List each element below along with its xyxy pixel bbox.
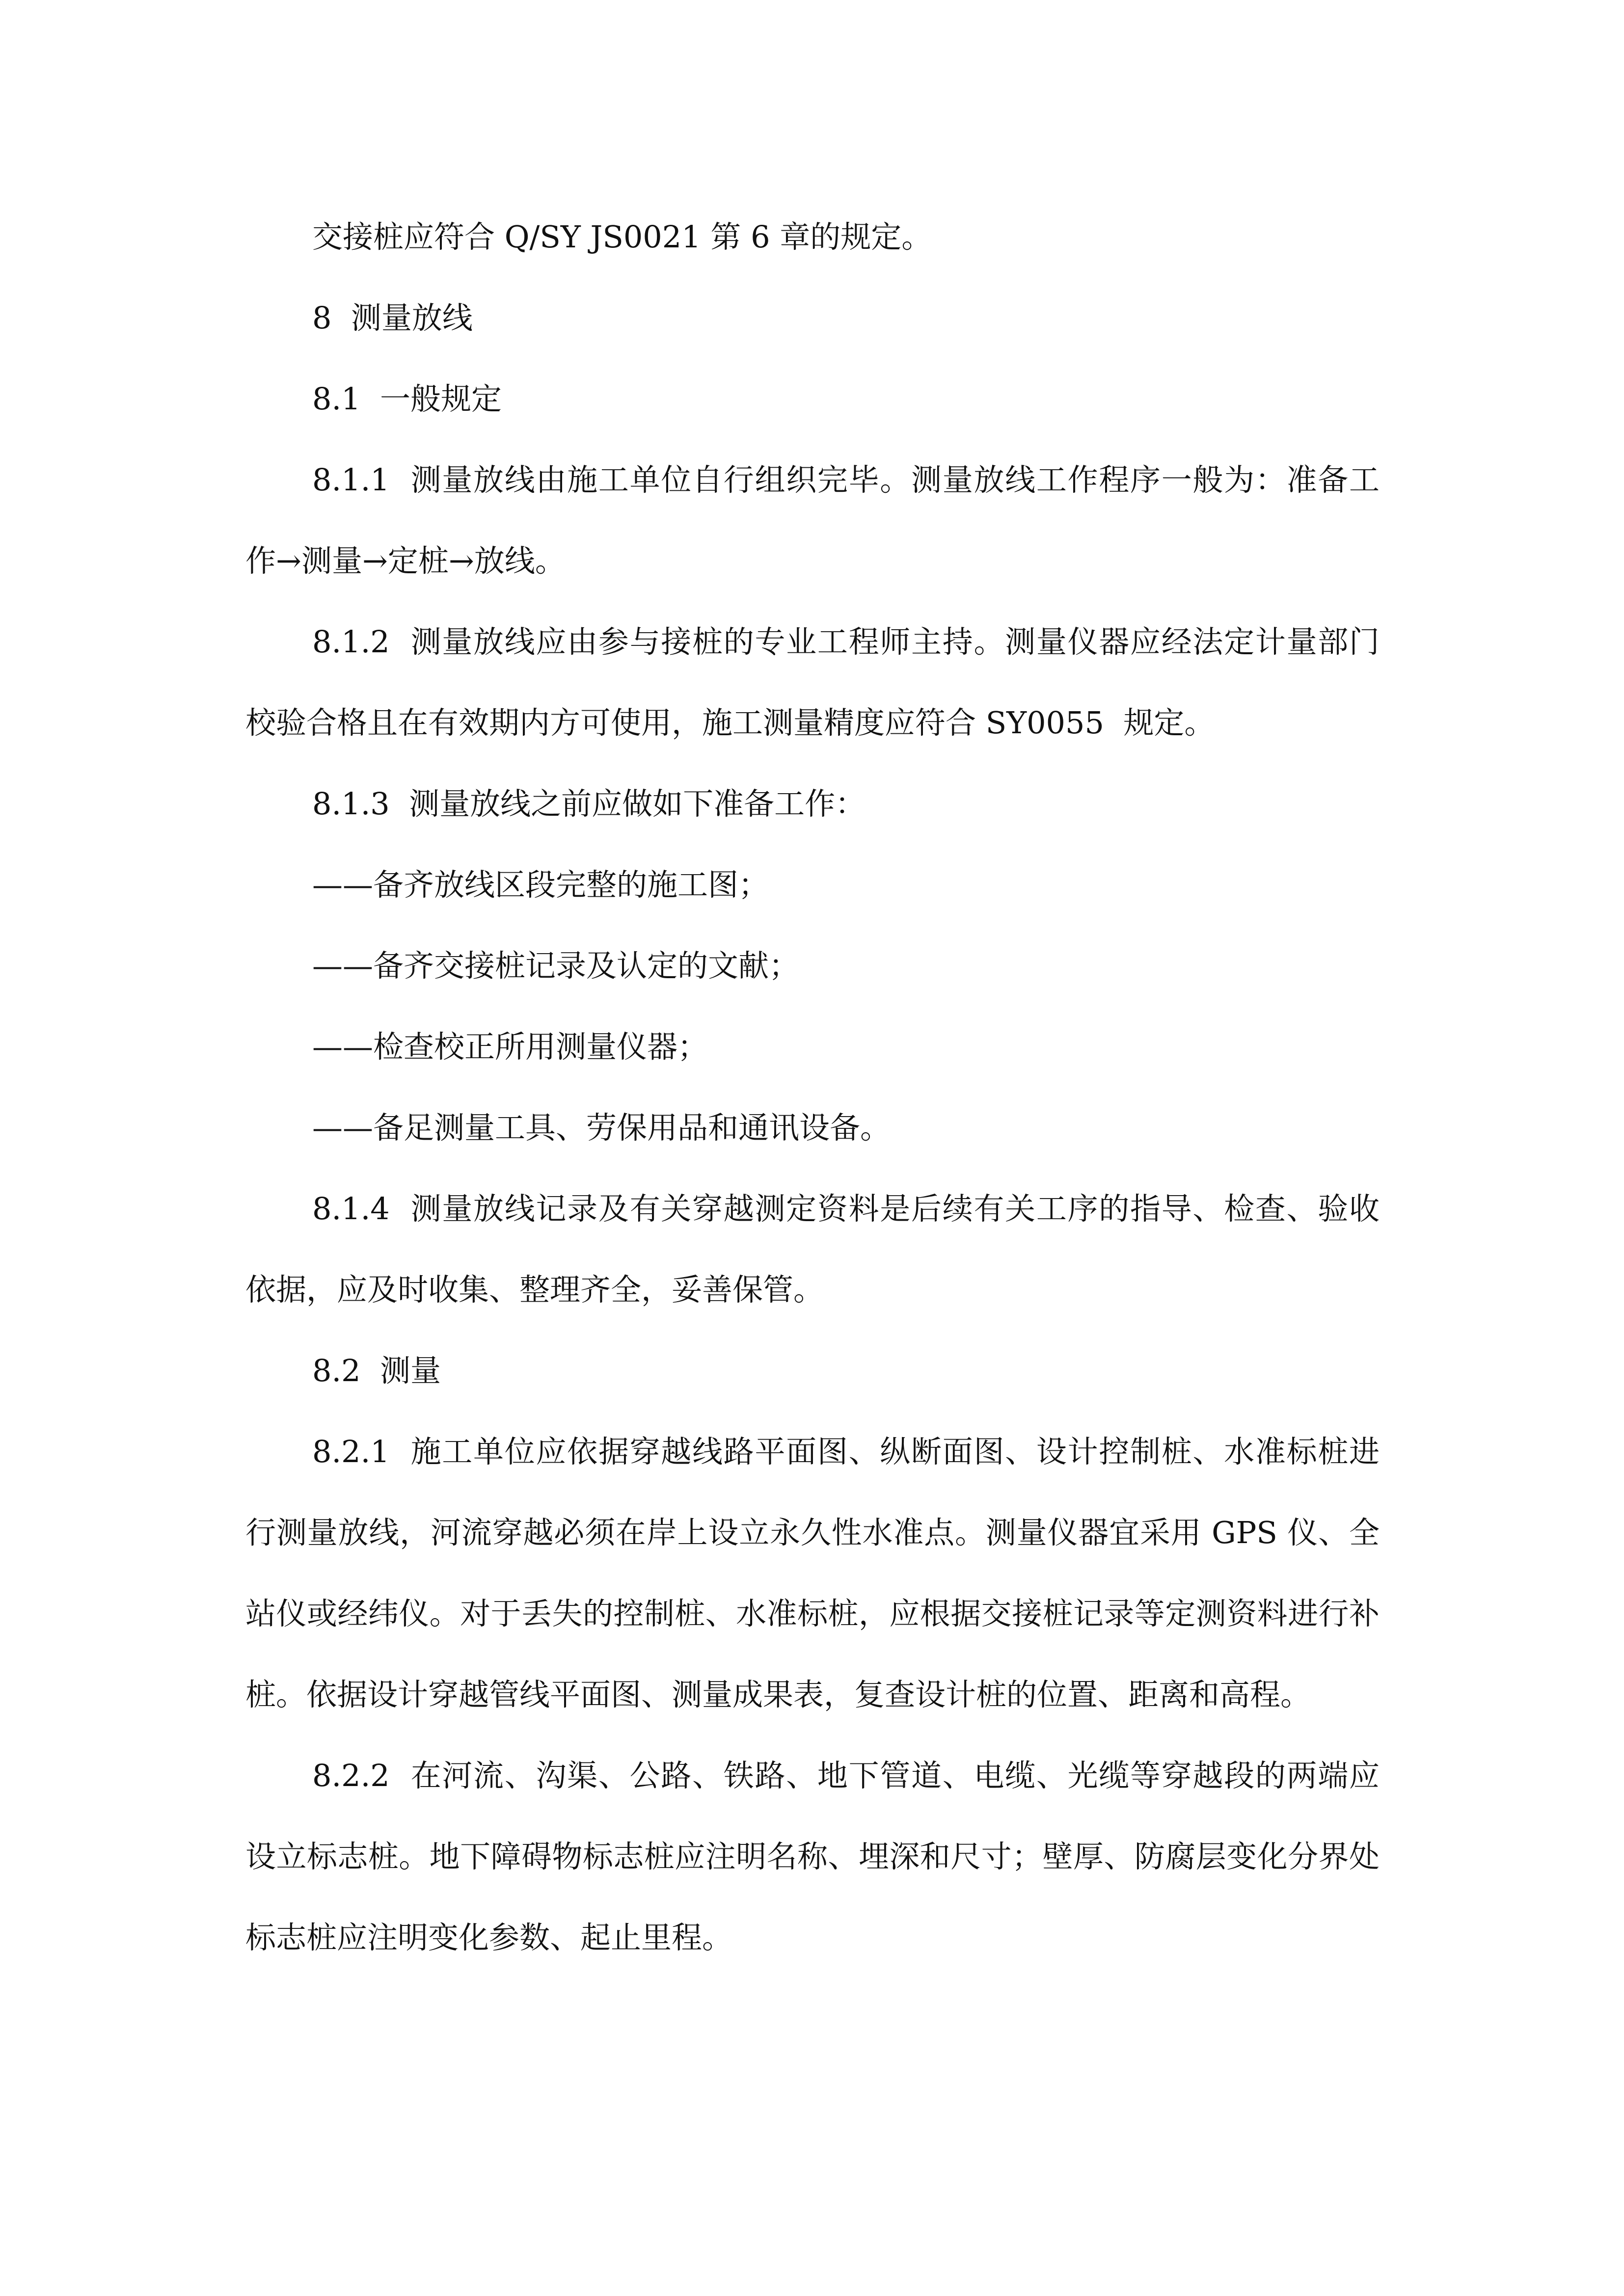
paragraph-8-2-1: 8.2.1 施工单位应依据穿越线路平面图、纵断面图、设计控制桩、水准标桩进行测量放线，河流穿越必须在岸上设立永久性水准点。测量仪器宜采用 GPS 仪、全站仪或经纬仪。对于丢失的控制桩、水准标桩，应根据交接桩记录等定测资料进行补桩。依据设计穿越管线平面图、测量成果表，复查设计桩的位置、距离和高程。: [245, 1434, 1380, 1712]
paragraph-8-1-2: 8.1.2 测量放线应由参与接桩的专业工程师主持。测量仪器应经法定计量部门校验合格且在有效期内方可使用，施工测量精度应符合 SY0055 规定。: [245, 624, 1380, 741]
paragraph-8-1-4: 8.1.4 测量放线记录及有关穿越测定资料是后续有关工序的指导、检查、验收依据，应及时收集、整理齐全，妥善保管。: [245, 1191, 1380, 1308]
list-item-instrument-calibration: ——检查校正所用测量仪器；: [312, 1029, 708, 1065]
paragraph-8-1-3: 8.1.3 测量放线之前应做如下准备工作：: [312, 786, 866, 822]
heading-section-8-2: 8.2 测量: [312, 1353, 441, 1388]
list-item-construction-drawings: ——备齐放线区段完整的施工图；: [312, 867, 769, 903]
heading-section-8-1: 8.1 一般规定: [312, 381, 502, 417]
list-item-tools-equipment: ——备足测量工具、劳保用品和通讯设备。: [312, 1110, 891, 1146]
paragraph-8-2-2: 8.2.2 在河流、沟渠、公路、铁路、地下管道、电缆、光缆等穿越段的两端应设立标志桩。地下障碍物标志桩应注明名称、埋深和尺寸；壁厚、防腐层变化分界处标志桩应注明变化参数、起止里程。: [245, 1758, 1380, 1955]
list-item-handover-records: ——备齐交接桩记录及认定的文献；: [312, 948, 800, 984]
heading-section-8: 8 测量放线: [312, 300, 473, 336]
paragraph-handover-stake: 交接桩应符合 Q/SY JS0021 第 6 章的规定。: [312, 219, 932, 255]
paragraph-8-1-1: 8.1.1 测量放线由施工单位自行组织完毕。测量放线工作程序一般为：准备工作→测量→定桩→放线。: [245, 462, 1380, 579]
document-body: [245, 196, 1380, 1978]
